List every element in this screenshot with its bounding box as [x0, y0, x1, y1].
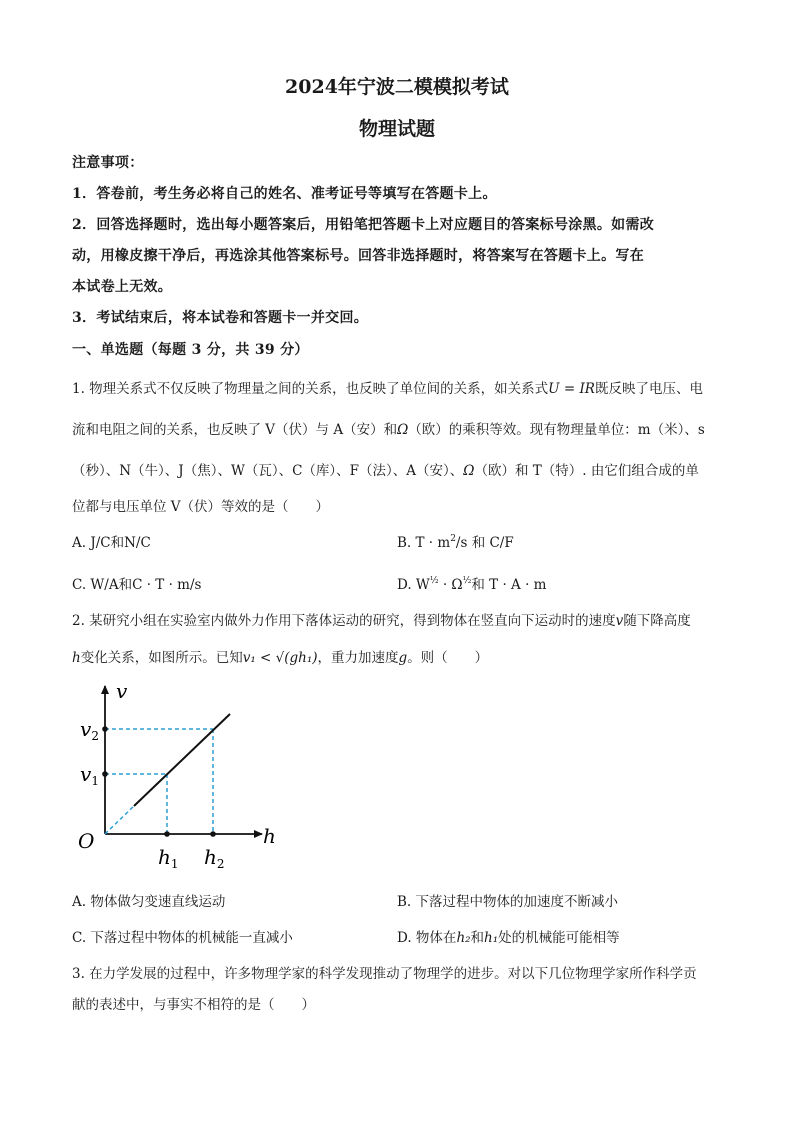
velocity-height-graph	[70, 676, 290, 876]
q1-option-d[interactable]: D. $W^{\frac{1}{2}} \cdot \Omega^{\frac{1}{2}}$和 T · A · m	[397, 576, 547, 593]
q1-option-a[interactable]: A. J/C和N/C	[72, 535, 151, 551]
notice-item-3: 3．考试结束后，将本试卷和答题卡一并交回。	[72, 310, 369, 326]
section-heading: 一、单选题（每题 3 分，共 39 分）	[72, 342, 309, 358]
q1-line-4: 位都与电压单位 V（伏）等效的是（ ）	[72, 499, 330, 515]
q2-option-b[interactable]: B. 下落过程中物体的加速度不断减小	[397, 894, 619, 910]
v2-point	[102, 726, 108, 732]
velocity-line	[134, 714, 230, 806]
q2-line-2: h变化关系，如图所示。已知v₁ < √(gh₁)，重力加速度g。则（ ）	[72, 650, 489, 666]
q2-option-d[interactable]: D. 物体在h₂和h₁处的机械能可能相等	[397, 930, 620, 946]
q3-line-1: 3. 在力学发展的过程中，许多物理学家的科学发现推动了物理学的进步。对以下几位物理学家所作科学贡	[72, 966, 697, 982]
v1-label: $v_1$	[80, 762, 99, 788]
v2-label: $v_2$	[80, 717, 99, 743]
q1-option-b[interactable]: B. $T \cdot m^2/s$ 和 C/F	[397, 534, 514, 551]
origin-label: O	[78, 829, 95, 853]
q1-option-c[interactable]: C. W/A和C · T · m/s	[72, 577, 202, 593]
h2-label: $h_2$	[204, 845, 225, 871]
h1-label: $h_1$	[158, 845, 179, 871]
y-axis-label: v	[116, 679, 128, 703]
h1-point	[164, 831, 170, 837]
notice-item-1: 1．答卷前，考生务必将自己的姓名、准考证号等填写在答题卡上。	[72, 186, 497, 202]
ohm-symbol: Ω	[463, 463, 475, 479]
notice-item-2-line-3: 本试卷上无效。	[72, 279, 173, 295]
condition-formula: v₁ < √(gh₁)	[242, 650, 318, 666]
h2-point	[210, 831, 216, 837]
exam-title: 2024年宁波二模模拟考试	[285, 76, 509, 98]
notice-item-2-line-1: 2．回答选择题时，选出每小题答案后，用铅笔把答题卡上对应题目的答案标号涂黑。如需改	[72, 217, 655, 233]
notice-item-2-line-2: 动，用橡皮擦干净后，再选涂其他答案标号。回答非选择题时，将答案写在答题卡上。写在	[72, 248, 644, 264]
formula-u-ir: U = IR	[548, 381, 595, 397]
q1-line-2: 流和电阻之间的关系，也反映了 V（伏）与 A（安）和Ω（欧）的乘积等效。现有物理量单位：m（米）、s	[72, 422, 705, 438]
q2-option-a[interactable]: A. 物体做匀变速直线运动	[72, 894, 226, 910]
q2-line-1: 2. 某研究小组在实验室内做外力作用下落体运动的研究，得到物体在竖直向下运动时的速度v随下降高度	[72, 613, 691, 629]
x-axis-label: h	[263, 824, 276, 848]
ohm-symbol: Ω	[397, 422, 409, 438]
v1-point	[102, 771, 108, 777]
q1-line-3: （秒）、N（牛）、J（焦）、W（瓦）、C（库）、F（法）、A（安）、Ω（欧）和 T（特）. 由它们组合成的单	[72, 463, 699, 479]
subject-title: 物理试题	[358, 118, 435, 140]
q2-option-c[interactable]: C. 下落过程中物体的机械能一直减小	[72, 930, 293, 946]
q3-line-2: 献的表述中，与事实不相符的是（ ）	[72, 997, 315, 1013]
notice-heading: 注意事项：	[72, 155, 144, 171]
q1-line-1: 1. 物理关系式不仅反映了物理量之间的关系，也反映了单位间的关系，如关系式U = IR既反映了电压、电	[72, 381, 703, 397]
